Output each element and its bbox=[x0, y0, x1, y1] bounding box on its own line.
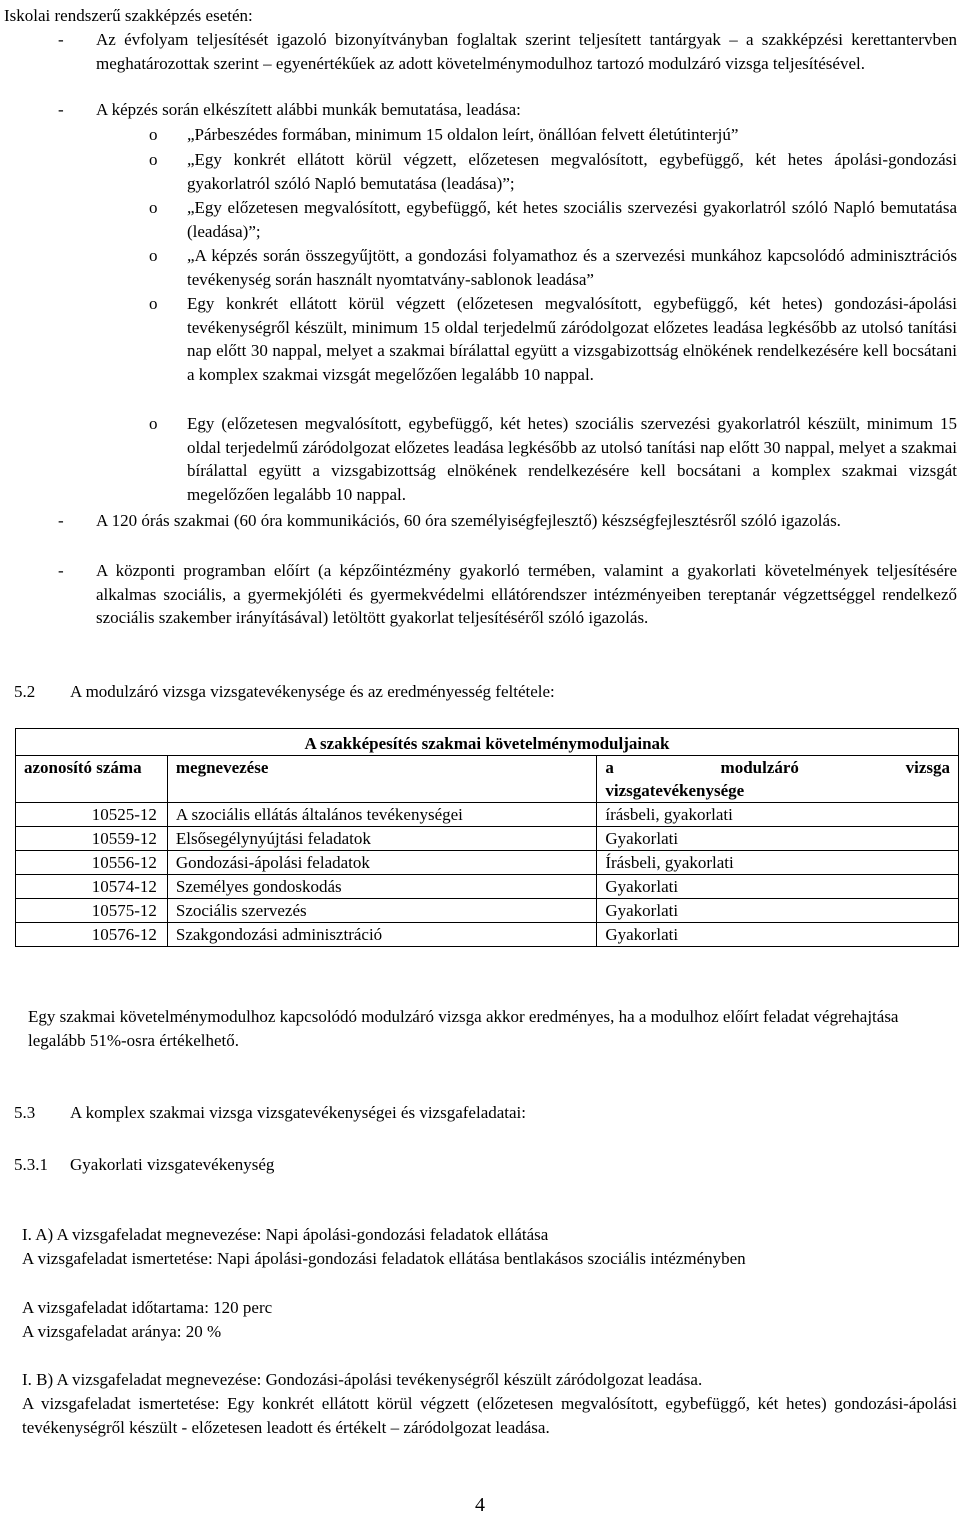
bullet-marker: o bbox=[149, 414, 158, 433]
bullet-marker: o bbox=[149, 246, 158, 265]
table-title: A szakképesítés szakmai követelménymoduljainak bbox=[16, 729, 959, 756]
table-title-row bbox=[16, 729, 959, 756]
module-name: Elsősegélynyújtási feladatok bbox=[167, 827, 596, 851]
module-name: Szociális szervezés bbox=[167, 899, 596, 923]
dash-marker: - bbox=[58, 30, 64, 49]
bullet-marker: o bbox=[149, 198, 158, 217]
module-exam-type: Gyakorlati bbox=[597, 827, 959, 851]
header-type-word: vizsga bbox=[905, 758, 950, 777]
bullet-marker: o bbox=[149, 125, 158, 144]
section-number: 5.3 bbox=[14, 1103, 36, 1122]
modules-table bbox=[15, 728, 959, 947]
section-number: 5.2 bbox=[14, 682, 36, 701]
task-b-description: A vizsgafeladat ismertetése: Egy konkrét ellátott körül végzett (előzetesen megvalósított, egybefüggő, két hetes) gondozási-ápolási tevékenységről készült - előzetesen leadott és értékelt – záródolgozat leadása. bbox=[22, 1394, 957, 1437]
header-type-line2: vizsgatevékenysége bbox=[605, 781, 745, 800]
page-number: 4 bbox=[475, 1494, 485, 1516]
section-title: A modulzáró vizsga vizsgatevékenysége és az eredményesség feltétele: bbox=[70, 682, 555, 701]
module-code: 10556-12 bbox=[16, 851, 168, 875]
module-name: Gondozási-ápolási feladatok bbox=[167, 851, 596, 875]
section-heading-5-3 bbox=[14, 1101, 526, 1125]
module-code: 10525-12 bbox=[16, 803, 168, 827]
header-name: megnevezése bbox=[167, 756, 596, 803]
bullet-text: „Párbeszédes formában, minimum 15 oldalon leírt, önállóan felvett életútinterjú” bbox=[187, 125, 739, 144]
dash-item-2 bbox=[58, 98, 957, 122]
table-row bbox=[16, 923, 959, 947]
dash-marker: - bbox=[58, 100, 64, 119]
bullet-text: „Egy előzetesen megvalósított, egybefüggő, két hetes szociális szervezési gyakorlatról szóló Napló bemutatása (leadása)”; bbox=[187, 198, 957, 241]
table-row bbox=[16, 827, 959, 851]
module-exam-type: Gyakorlati bbox=[597, 875, 959, 899]
module-code: 10559-12 bbox=[16, 827, 168, 851]
dash-item-4 bbox=[58, 559, 957, 655]
table-row bbox=[16, 875, 959, 899]
section-heading-5-2 bbox=[14, 680, 555, 704]
header-type bbox=[597, 756, 959, 803]
module-code: 10576-12 bbox=[16, 923, 168, 947]
module-exam-type: írásbeli, gyakorlati bbox=[597, 803, 959, 827]
dash-item-3 bbox=[58, 509, 957, 557]
section-title: A komplex szakmai vizsga vizsgatevékenységei és vizsgafeladatai: bbox=[70, 1103, 527, 1122]
bullet-marker: o bbox=[149, 294, 158, 313]
success-condition-text: Egy szakmai követelménymodulhoz kapcsolódó modulzáró vizsga akkor eredményes, ha a modulhoz előírt feladat végrehajtása legalább 51%-osra értékelhető. bbox=[28, 1007, 899, 1050]
table-row bbox=[16, 851, 959, 875]
bullet-text: Egy (előzetesen megvalósított, egybefüggő, két hetes) szociális szervezési gyakorlatról készült, minimum 15 oldal terjedelmű záródolgozat előzetes leadása legkésőbb az utolsó tanítási nap előtt 30 nappal, melyet a szakmai bírálattal együtt a vizsgabizottság elnökének rendelkezésére kell bocsátani a komplex szakmai vizsgát megelőzően legalább 10 nappal. bbox=[187, 414, 957, 504]
task-a-description: A vizsgafeladat ismertetése: Napi ápolási-gondozási feladatok ellátása bentlakásos szociális intézményben bbox=[22, 1249, 746, 1268]
dash-marker: - bbox=[58, 511, 64, 530]
header-type-word: a bbox=[605, 758, 614, 777]
table-header-row bbox=[16, 756, 959, 803]
dash-item-1 bbox=[58, 28, 957, 98]
dash-text: Az évfolyam teljesítését igazoló bizonyítványban foglaltak szerint teljesített tantárgyak – a szakképzési kerettantervben meghatározottak szerint – egyenértékűek az adott követelménymodulhoz tartozó modulzáró vizsga teljesítésével. bbox=[96, 30, 957, 73]
task-a-duration: A vizsgafeladat időtartama: 120 perc bbox=[22, 1298, 273, 1317]
bullet-text: Egy konkrét ellátott körül végzett (előzetesen megvalósított, egybefüggő, két hetes) gondozási-ápolási tevékenységről készült, minimum 15 oldal terjedelmű záródolgozat előzetes leadása legkésőbb az utolsó tanítási nap előtt 30 nappal, melyet a szakmai bírálattal együtt a vizsgabizottság elnökének rendelkezésére kell bocsátani a komplex szakmai vizsgát megelőzően legalább 10 nappal. bbox=[187, 294, 957, 384]
table-row bbox=[16, 803, 959, 827]
module-exam-type: Gyakorlati bbox=[597, 923, 959, 947]
module-exam-type: Írásbeli, gyakorlati bbox=[597, 851, 959, 875]
section-heading-5-3-1 bbox=[14, 1153, 274, 1177]
module-exam-type: Gyakorlati bbox=[597, 899, 959, 923]
bullet-marker: o bbox=[149, 150, 158, 169]
task-b-name: I. B) A vizsgafeladat megnevezése: Gondozási-ápolási tevékenységről készült záródolgozat leadása. bbox=[22, 1370, 703, 1389]
section-title: Gyakorlati vizsgatevékenység bbox=[70, 1155, 275, 1174]
section-number: 5.3.1 bbox=[14, 1155, 48, 1174]
header-code: azonosító száma bbox=[16, 756, 168, 803]
dash-marker: - bbox=[58, 561, 64, 580]
module-name: Személyes gondoskodás bbox=[167, 875, 596, 899]
table-row bbox=[16, 899, 959, 923]
module-code: 10575-12 bbox=[16, 899, 168, 923]
module-code: 10574-12 bbox=[16, 875, 168, 899]
module-name: Szakgondozási adminisztráció bbox=[167, 923, 596, 947]
intro-line: Iskolai rendszerű szakképzés esetén: bbox=[4, 6, 253, 25]
module-name: A szociális ellátás általános tevékenységei bbox=[167, 803, 596, 827]
task-a-ratio: A vizsgafeladat aránya: 20 % bbox=[22, 1322, 222, 1341]
header-type-word: modulzáró bbox=[720, 758, 799, 777]
dash-text: A 120 órás szakmai (60 óra kommunikációs, 60 óra személyiségfejlesztő) készségfejlesztésről szóló igazolás. bbox=[96, 511, 841, 530]
dash-text: A képzés során elkészített alábbi munkák bemutatása, leadása: bbox=[96, 100, 521, 119]
dash-text: A központi programban előírt (a képzőintézmény gyakorló termében, valamint a gyakorlati követelmények teljesítésére alkalmas szociális, a gyermekjóléti és gyermekvédelmi ellátórendszer intézményeiben tereptanár végzettséggel rendelkező szociális szakember irányításával) letöltött gyakorlat teljesítéséről szóló igazolás. bbox=[96, 561, 957, 627]
bullet-text: „A képzés során összegyűjtött, a gondozási folyamathoz és a szervezési munkához kapcsolódó adminisztrációs tevékenység során használt nyomtatvány-sablonok leadása” bbox=[187, 246, 957, 289]
task-a-name: I. A) A vizsgafeladat megnevezése: Napi ápolási-gondozási feladatok ellátása bbox=[22, 1225, 549, 1244]
bullet-text: „Egy konkrét ellátott körül végzett, előzetesen megvalósított, egybefüggő, két hetes ápolási-gondozási gyakorlatról szóló Napló bemutatása (leadása)”; bbox=[187, 150, 957, 193]
